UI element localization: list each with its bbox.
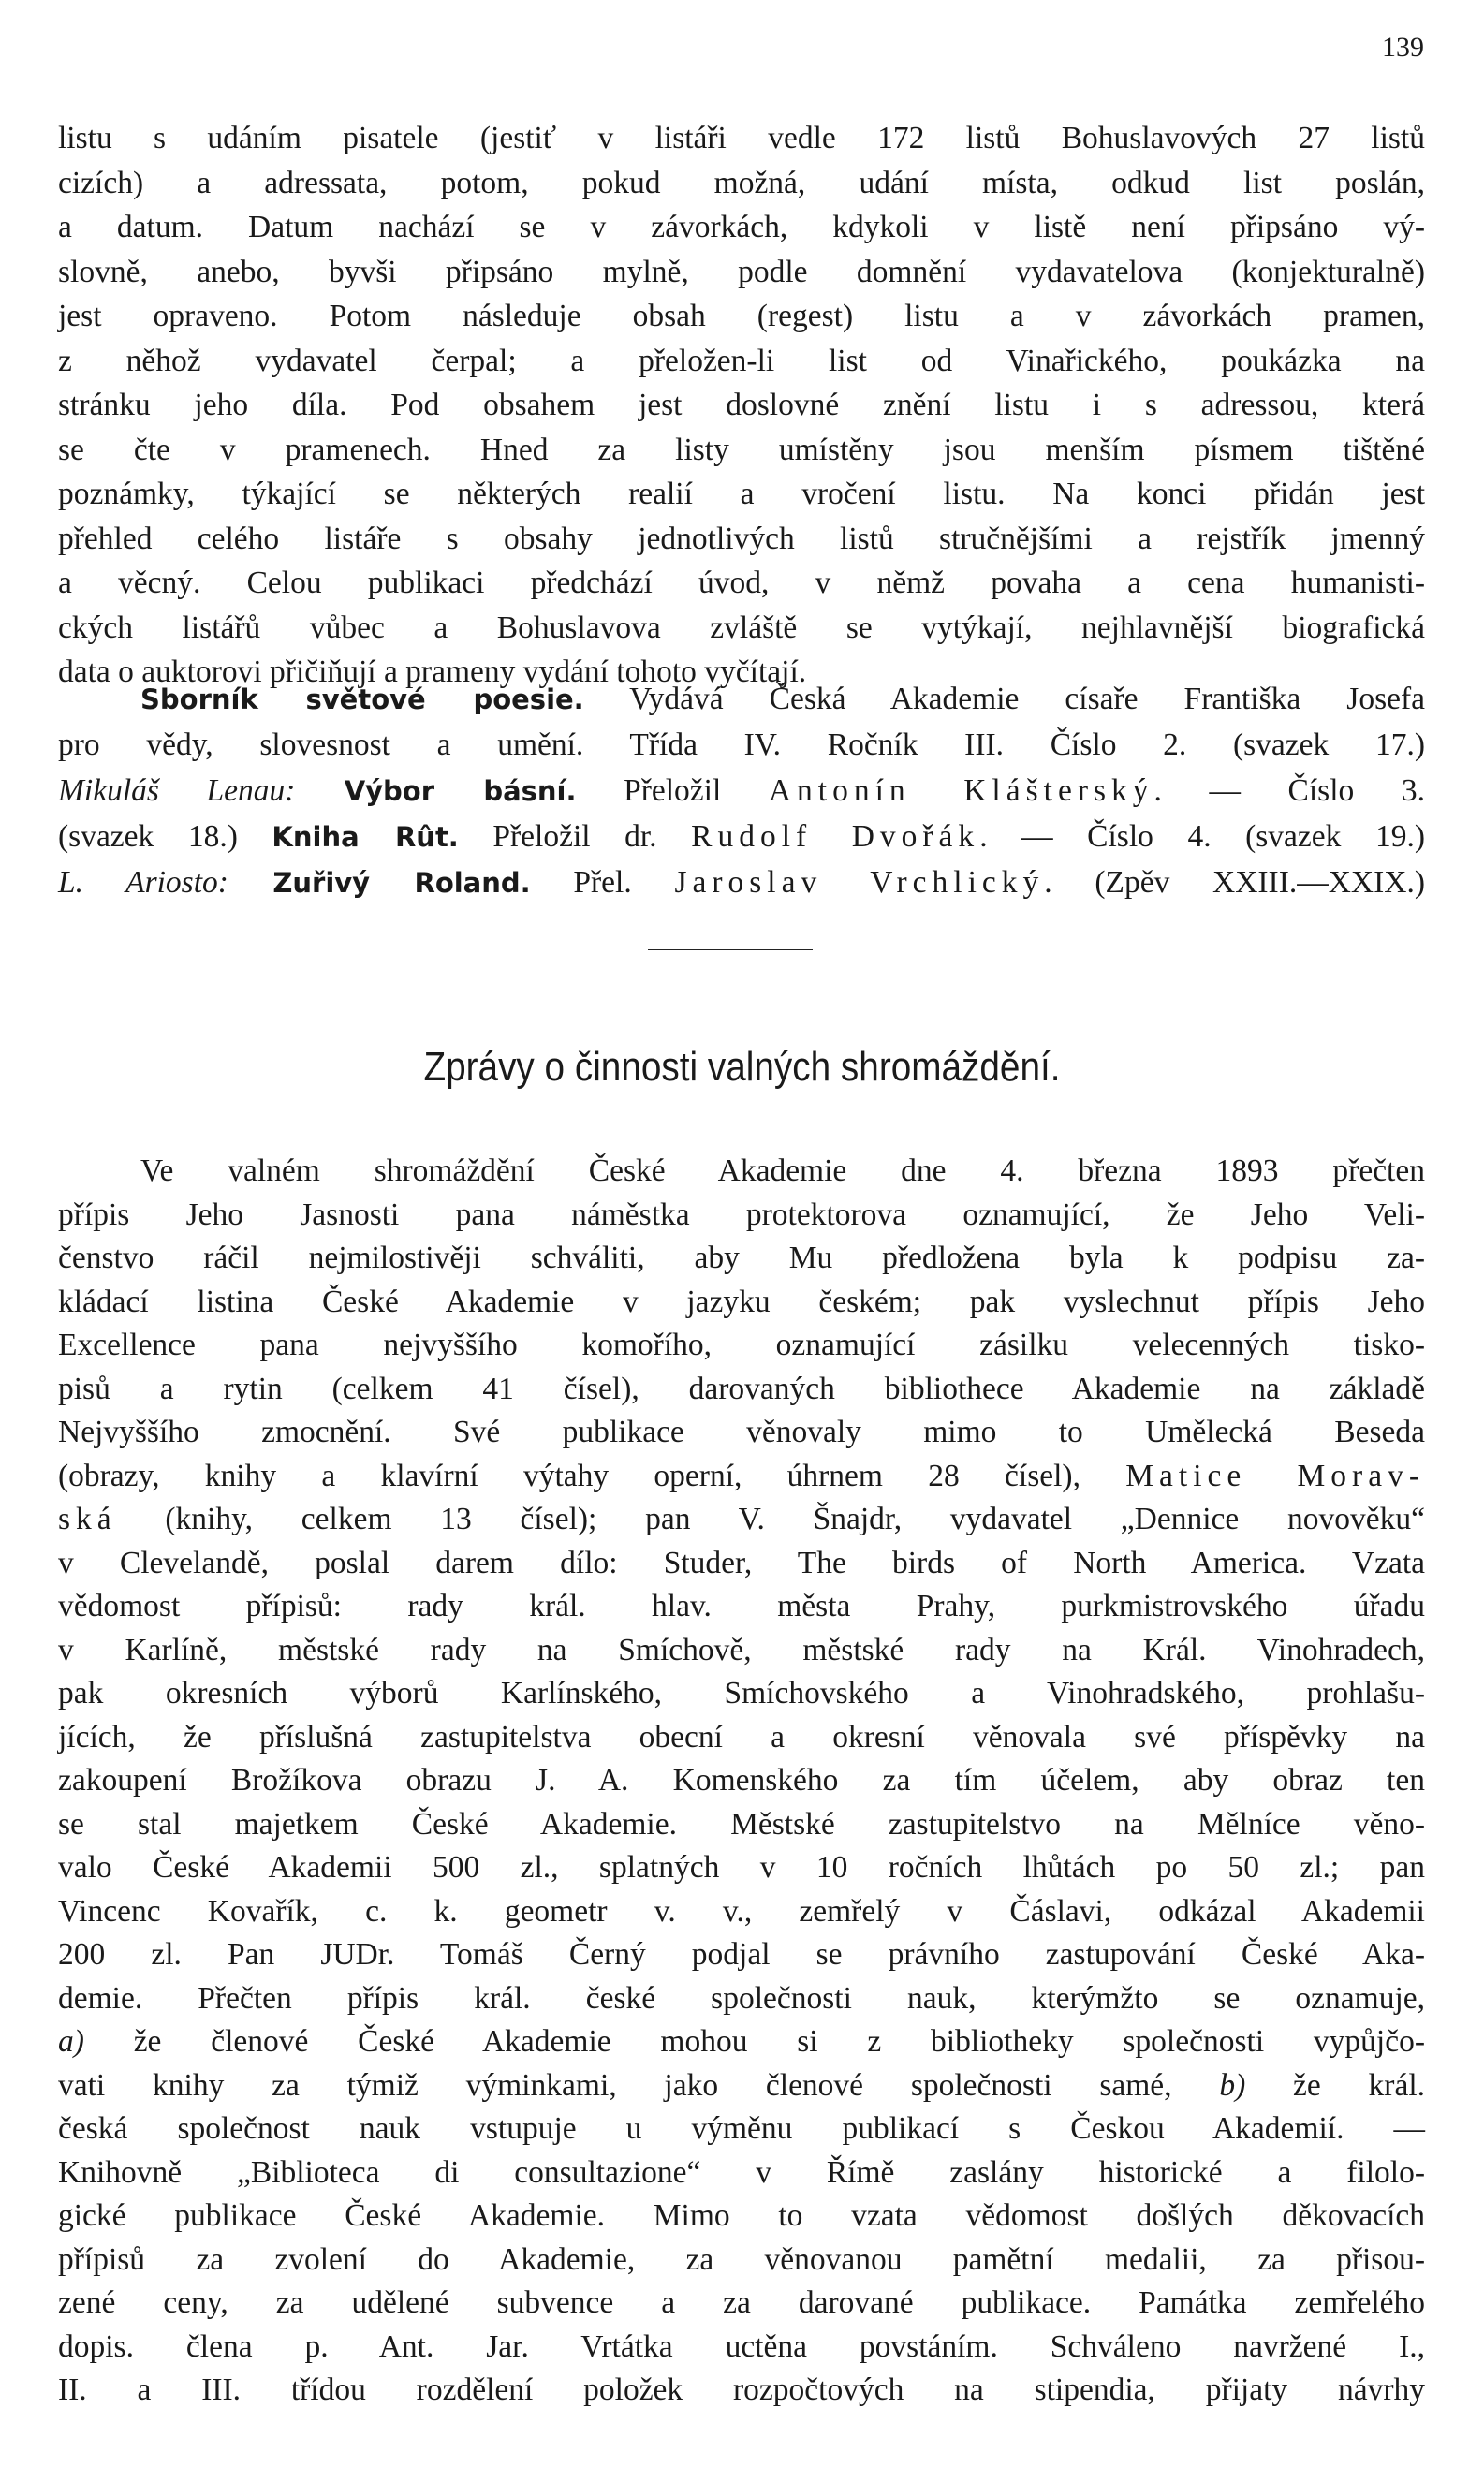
author-name: L. Ariosto: — [58, 865, 228, 900]
text-line: česká společnost nauk vstupuje u výměnu publikací s Českou Akademií. — — [58, 2111, 1425, 2146]
page-number: 139 — [1382, 32, 1424, 63]
text-line — [58, 1498, 1425, 1542]
text-line: valo České Akademii 500 zl., splatných v 10 ročních lhůtách po 50 zl.; pan — [58, 1850, 1425, 1885]
text-run: vati knihy za týmiž výminkami, jako členové společnosti samé, — [58, 2067, 1220, 2103]
text-run: Přeložil — [576, 773, 769, 808]
text-line: Vincenc Kovařík, c. k. geometr v. v., zemřelý v Čáslavi, odkázal Akademii — [58, 1893, 1425, 1929]
text-line: Ve valném shromáždění České Akademie dne 4. března 1893 přečten — [140, 1153, 1425, 1188]
text-line — [58, 768, 1425, 814]
text-line — [58, 859, 1425, 905]
text-run: (svazek 18.) — [58, 819, 272, 854]
spaced-name: ská — [58, 1502, 117, 1536]
text-line: poznámky, týkající se některých realií a vročení listu. Na konci přidán jest — [58, 477, 1425, 511]
text-line: stránku jeho díla. Pod obsahem jest doslovné znění listu i s adressou, která — [58, 388, 1425, 422]
text-run: že král. — [1245, 2067, 1426, 2103]
section-divider — [648, 949, 813, 950]
text-line: kládací listina České Akademie v jazyku českém; pak vyslechnut přípis Jeho — [58, 1284, 1425, 1319]
text-line — [58, 814, 1425, 859]
text-line: z něhož vydavatel čerpal; a přeložen-li list od Vinařického, poukázka na — [58, 343, 1425, 378]
text-run: . — Číslo 3. — [1153, 773, 1425, 808]
text-line: čenstvo ráčil nejmilostivěji schváliti, aby Mu předložena byla k podpisu za- — [58, 1241, 1425, 1275]
text-run: Přeložil dr. — [458, 819, 692, 854]
text-line: pisů a rytin (celkem 41 čísel), darovaných bibliothece Akademie na základě — [58, 1371, 1425, 1406]
text-line: v Clevelandě, poslal darem dílo: Studer, The birds of North America. Vzata — [58, 1545, 1425, 1580]
text-line: demie. Přečten přípis král. české společnosti nauk, kterýmžto se oznamuje, — [58, 1980, 1425, 2016]
translator-name: Rudolf Dvořák — [691, 819, 980, 854]
text-line: vědomost přípisů: rady král. hlav. města Prahy, purkmistrovského úřadu — [58, 1589, 1425, 1623]
text-line: zené ceny, za udělené subvence a za darované publikace. Památka zemřelého — [58, 2285, 1425, 2320]
text-line — [58, 2020, 1425, 2064]
text-line: dopis. člena p. Ant. Jar. Vrtátka uctěna povstáním. Schváleno navržené I., — [58, 2328, 1425, 2364]
text-line: přehled celého listáře s obsahy jednotlivých listů stručnějšími a rejstřík jmenný — [58, 521, 1425, 556]
text-line: pro vědy, slovesnost a umění. Třída IV. Ročník III. Číslo 2. (svazek 17.) — [58, 727, 1425, 762]
text-line: listu s udáním pisatele (jestiť v listáři vedle 172 listů Bohuslavových 27 listů — [58, 121, 1425, 155]
section-heading: Zprávy o činnosti valných shromáždění. — [423, 1044, 1061, 1090]
text-line: se čte v pramenech. Hned za listy umístěny jsou menším písmem tištěné — [58, 432, 1425, 467]
text-run: . — Číslo 4. (svazek 19.) — [979, 819, 1425, 854]
text-run: (obrazy, knihy a klavírní výtahy operní, úhrnem 28 čísel), — [58, 1458, 1126, 1493]
text-line: cizích) a adressata, potom, pokud možná, udání místa, odkud list poslán, — [58, 165, 1425, 200]
translator-name: Jaroslav Vrchlický — [674, 865, 1045, 900]
text-line: Nejvyššího zmocnění. Své publikace věnovaly mimo to Umělecká Beseda — [58, 1415, 1425, 1449]
text-line: a datum. Datum nachází se v závorkách, kdykoli v listě není připsáno vý- — [58, 210, 1425, 244]
text-line: zakoupení Brožíkova obrazu J. A. Komenského za tím účelem, aby obraz ten — [58, 1763, 1425, 1798]
text-run: . (Zpěv XXIII.—XXIX.) — [1044, 865, 1426, 900]
text-line: II. a III. třídou rozdělení položek rozpočtových na stipendia, přijaty návrhy — [58, 2372, 1425, 2407]
book-title: Kniha Rût. — [272, 821, 459, 853]
text-line — [58, 2064, 1425, 2108]
book-title: Výbor básní. — [295, 775, 577, 807]
text-line: slovně, anebo, byvši připsáno mylně, podle domnění vydavatelova (konjekturalně) — [58, 254, 1425, 289]
text-line — [58, 676, 1425, 722]
list-marker: a) — [58, 2024, 84, 2059]
book-title: Zuřivý Roland. — [228, 867, 531, 899]
list-marker: b) — [1219, 2067, 1246, 2103]
text-run: Vydává Česká Akademie císaře Františka Josefa — [583, 682, 1425, 716]
text-line: Knihovně „Biblioteca di consultazione“ v Římě zaslány historické a filolo- — [58, 2154, 1425, 2190]
text-line: gické publikace České Akademie. Mimo to vzata vědomost došlých děkovacích — [58, 2198, 1425, 2233]
text-run: Přel. — [530, 865, 675, 900]
text-run: že členové České Akademie mohou si z bibliotheky společnosti vypůjčo- — [83, 2024, 1425, 2059]
text-line: přípis Jeho Jasnosti pana náměstka protektorova oznamující, že Jeho Veli- — [58, 1197, 1425, 1232]
text-line: jest opraveno. Potom následuje obsah (regest) listu a v závorkách pramen, — [58, 299, 1425, 333]
text-line: jících, že příslušná zastupitelstva obecní a okresní věnovala své příspěvky na — [58, 1719, 1425, 1755]
text-line: přípisů za zvolení do Akademie, za věnovanou pamětní medalii, za přisou- — [58, 2241, 1425, 2277]
translator-name: Antonín Klášterský — [768, 773, 1154, 808]
text-line: a věcný. Celou publikaci předchází úvod, v němž povaha a cena humanisti- — [58, 565, 1425, 600]
text-line: se stal majetkem České Akademie. Městské zastupitelstvo na Mělníce věno- — [58, 1806, 1425, 1842]
text-line: 200 zl. Pan JUDr. Tomáš Černý podjal se právního zastupování České Aka- — [58, 1937, 1425, 1972]
text-run: (knihy, celkem 13 čísel); pan V. Šnajdr, vydavatel „Dennice novověku“ — [116, 1502, 1425, 1536]
text-line: Excellence pana nejvyššího komořího, oznamující zásilku velecenných tisko- — [58, 1328, 1425, 1362]
text-line: pak okresních výborů Karlínského, Smíchovského a Vinohradského, prohlašu- — [58, 1676, 1425, 1711]
sbornik-paragraph — [58, 676, 1425, 905]
intro-paragraph — [58, 116, 1425, 695]
author-name: Mikuláš Lenau: — [58, 773, 296, 808]
text-line: ckých listářů vůbec a Bohuslavova zvláště se vytýkají, nejhlavnější biografická — [58, 609, 1425, 645]
text-line — [58, 1455, 1425, 1499]
spaced-name: Matice Morav- — [1125, 1458, 1425, 1493]
text-line: v Karlíně, městské rady na Smíchově, městské rady na Král. Vinohradech, — [58, 1632, 1425, 1667]
series-title: Sborník světové poesie. — [140, 683, 584, 715]
text-line: data o auktorovi přičiňují a prameny vydání tohoto vyčítají. — [58, 654, 807, 689]
zpravy-paragraph — [58, 1150, 1425, 2413]
